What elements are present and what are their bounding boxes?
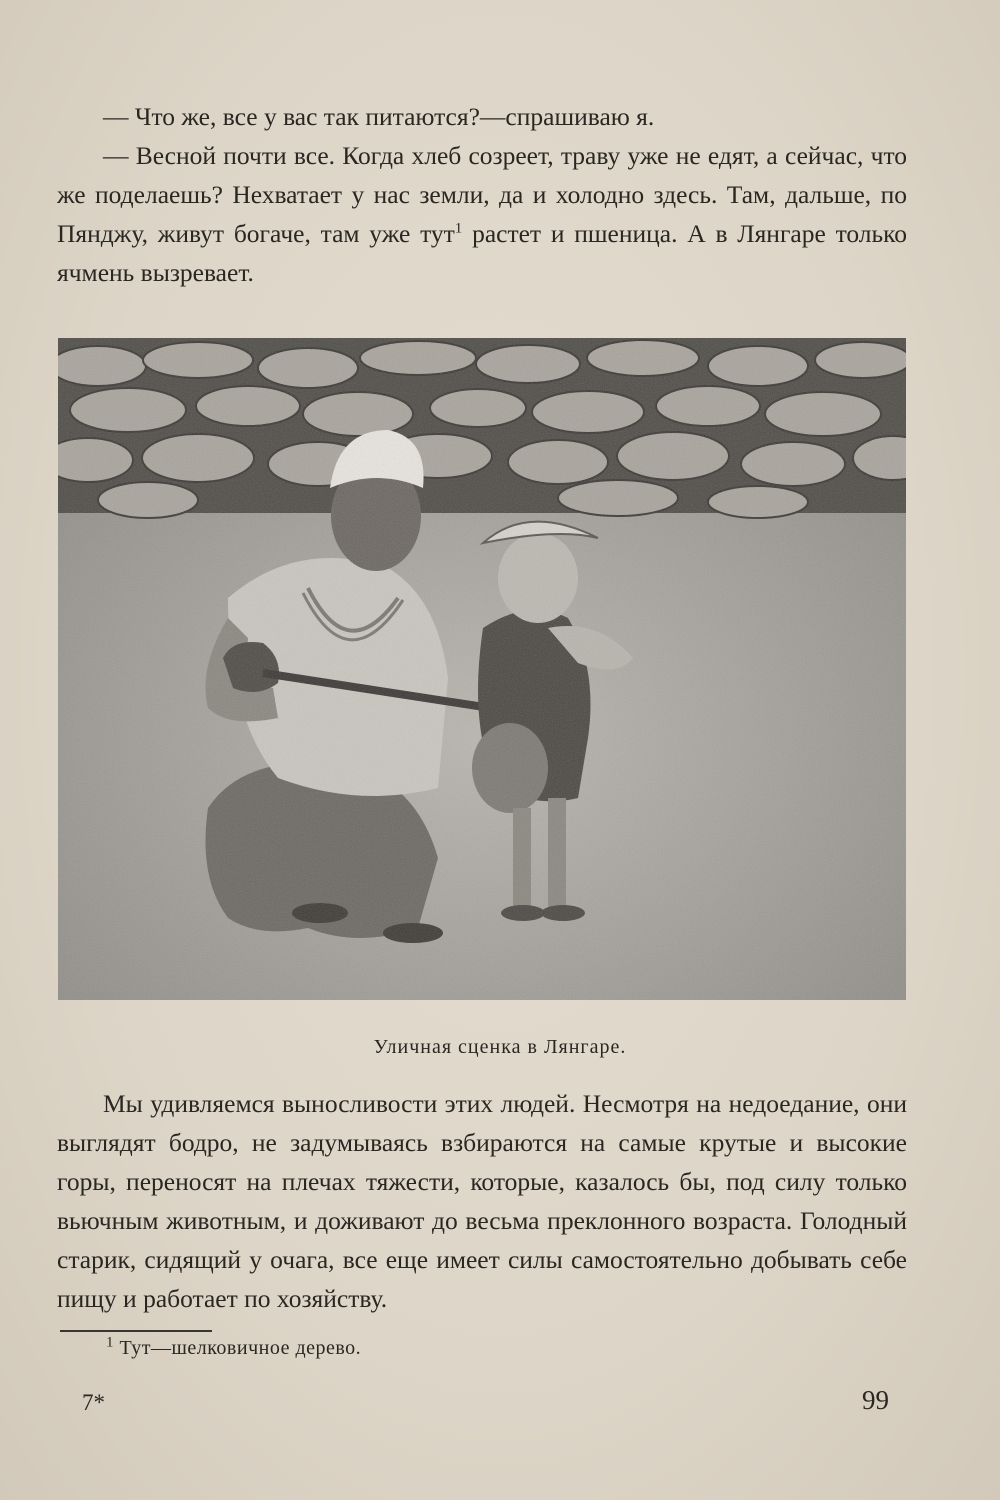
footnote-reference: 1 xyxy=(454,220,463,237)
paragraph-endurance: Мы удивляемся выносливости этих людей. Несмотря на недоедание, они выглядят бодро, не задумываясь взбираются на самые крутые и высокие горы, переносят на плечах тяжести, которые, казалось бы, под силу только вьючным животным, и доживают до весьма преклонного возраста. Голодный старик, сидящий у очага, все еще имеет силы самостоятельно добывать себе пищу и работает по хозяйству. xyxy=(57,1089,907,1313)
answer-text-end: растет и пшеница. А в Лянгаре только ячмень вызревает. xyxy=(57,219,907,287)
photo-caption: Уличная сценка в Лянгаре. xyxy=(373,1036,627,1058)
paragraph-answer xyxy=(57,136,907,292)
bottom-text xyxy=(57,1084,907,1318)
paragraph-question: — Что же, все у вас так питаются?—спрашиваю я. xyxy=(103,102,655,131)
footnote-marker: 1 xyxy=(106,1334,114,1351)
footnote xyxy=(106,1334,362,1360)
page-number: 99 xyxy=(862,1385,889,1415)
street-scene-photo xyxy=(58,338,906,1000)
answer-text-start: — Весной почти все. Когда хлеб созреет, траву уже не едят, а сейчас, что же поделаешь? Нехватает у нас земли, да и холодно здесь. Там, дальше, по Пянджу, живут богаче, там уже тут xyxy=(57,141,907,248)
top-text xyxy=(57,97,907,292)
footnote-text: Тут—шелковичное дерево. xyxy=(119,1337,362,1359)
signature-mark: 7* xyxy=(82,1390,105,1415)
footnote-rule xyxy=(60,1330,212,1332)
